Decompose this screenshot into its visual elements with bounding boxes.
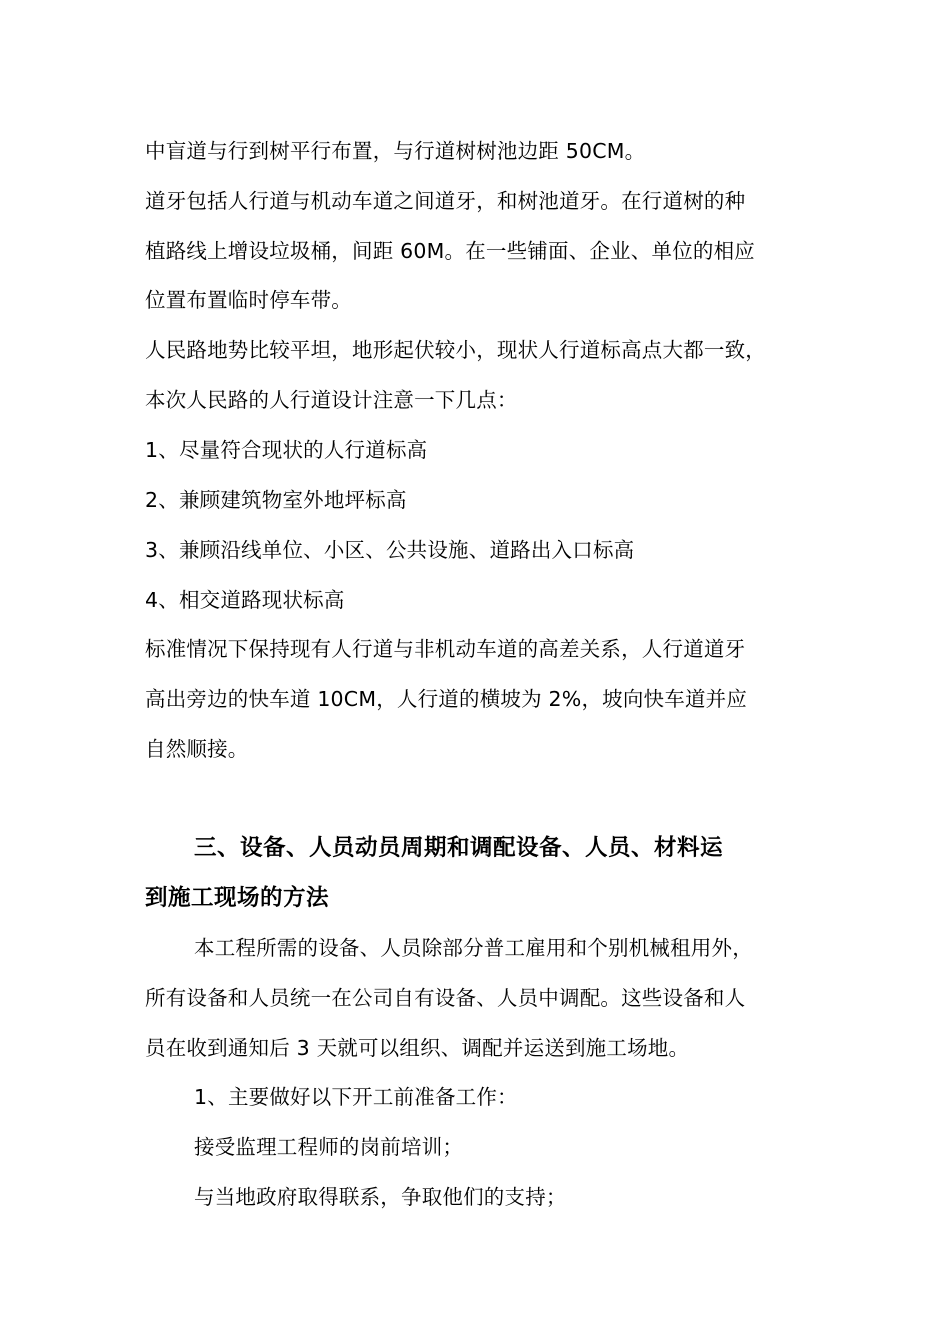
list-item: 接受监理工程师的岗前培训； — [194, 1135, 464, 1159]
section-heading-line-2: 到施工现场的方法 — [145, 885, 330, 911]
paragraph-line: 所有设备和人员统一在公司自有设备、人员中调配。这些设备和人 — [145, 986, 746, 1010]
paragraph-line: 标准情况下保持现有人行道与非机动车道的高差关系，人行道道牙 — [145, 637, 746, 661]
list-item: 4、相交道路现状标高 — [145, 588, 345, 612]
list-item: 1、尽量符合现状的人行道标高 — [145, 438, 428, 462]
list-item: 3、兼顾沿线单位、小区、公共设施、道路出入口标高 — [145, 538, 635, 562]
list-item: 2、兼顾建筑物室外地坪标高 — [145, 488, 407, 512]
paragraph-line: 植路线上增设垃圾桶，间距 60M。在一些铺面、企业、单位的相应 — [145, 239, 755, 263]
list-item: 1、主要做好以下开工前准备工作： — [194, 1085, 518, 1109]
paragraph-line: 道牙包括人行道与机动车道之间道牙，和树池道牙。在行道树的种 — [145, 189, 746, 213]
paragraph-line: 自然顺接。 — [145, 737, 249, 761]
list-item: 与当地政府取得联系，争取他们的支持； — [194, 1185, 567, 1209]
section-heading-line-1: 三、设备、人员动员周期和调配设备、人员、材料运 — [194, 835, 724, 861]
paragraph-line: 高出旁边的快车道 10CM，人行道的横坡为 2%，坡向快车道并应 — [145, 687, 748, 711]
paragraph-line: 人民路地势比较平坦，地形起伏较小，现状人行道标高点大都一致， — [145, 338, 766, 362]
paragraph-line: 中盲道与行到树平行布置，与行道树树池边距 50CM。 — [145, 139, 646, 163]
paragraph-line: 员在收到通知后 3 天就可以组织、调配并运送到施工场地。 — [145, 1036, 690, 1060]
paragraph-line: 本工程所需的设备、人员除部分普工雇用和个别机械租用外， — [194, 936, 753, 960]
paragraph-line: 位置布置临时停车带。 — [145, 288, 352, 312]
paragraph-line: 本次人民路的人行道设计注意一下几点： — [145, 388, 518, 412]
